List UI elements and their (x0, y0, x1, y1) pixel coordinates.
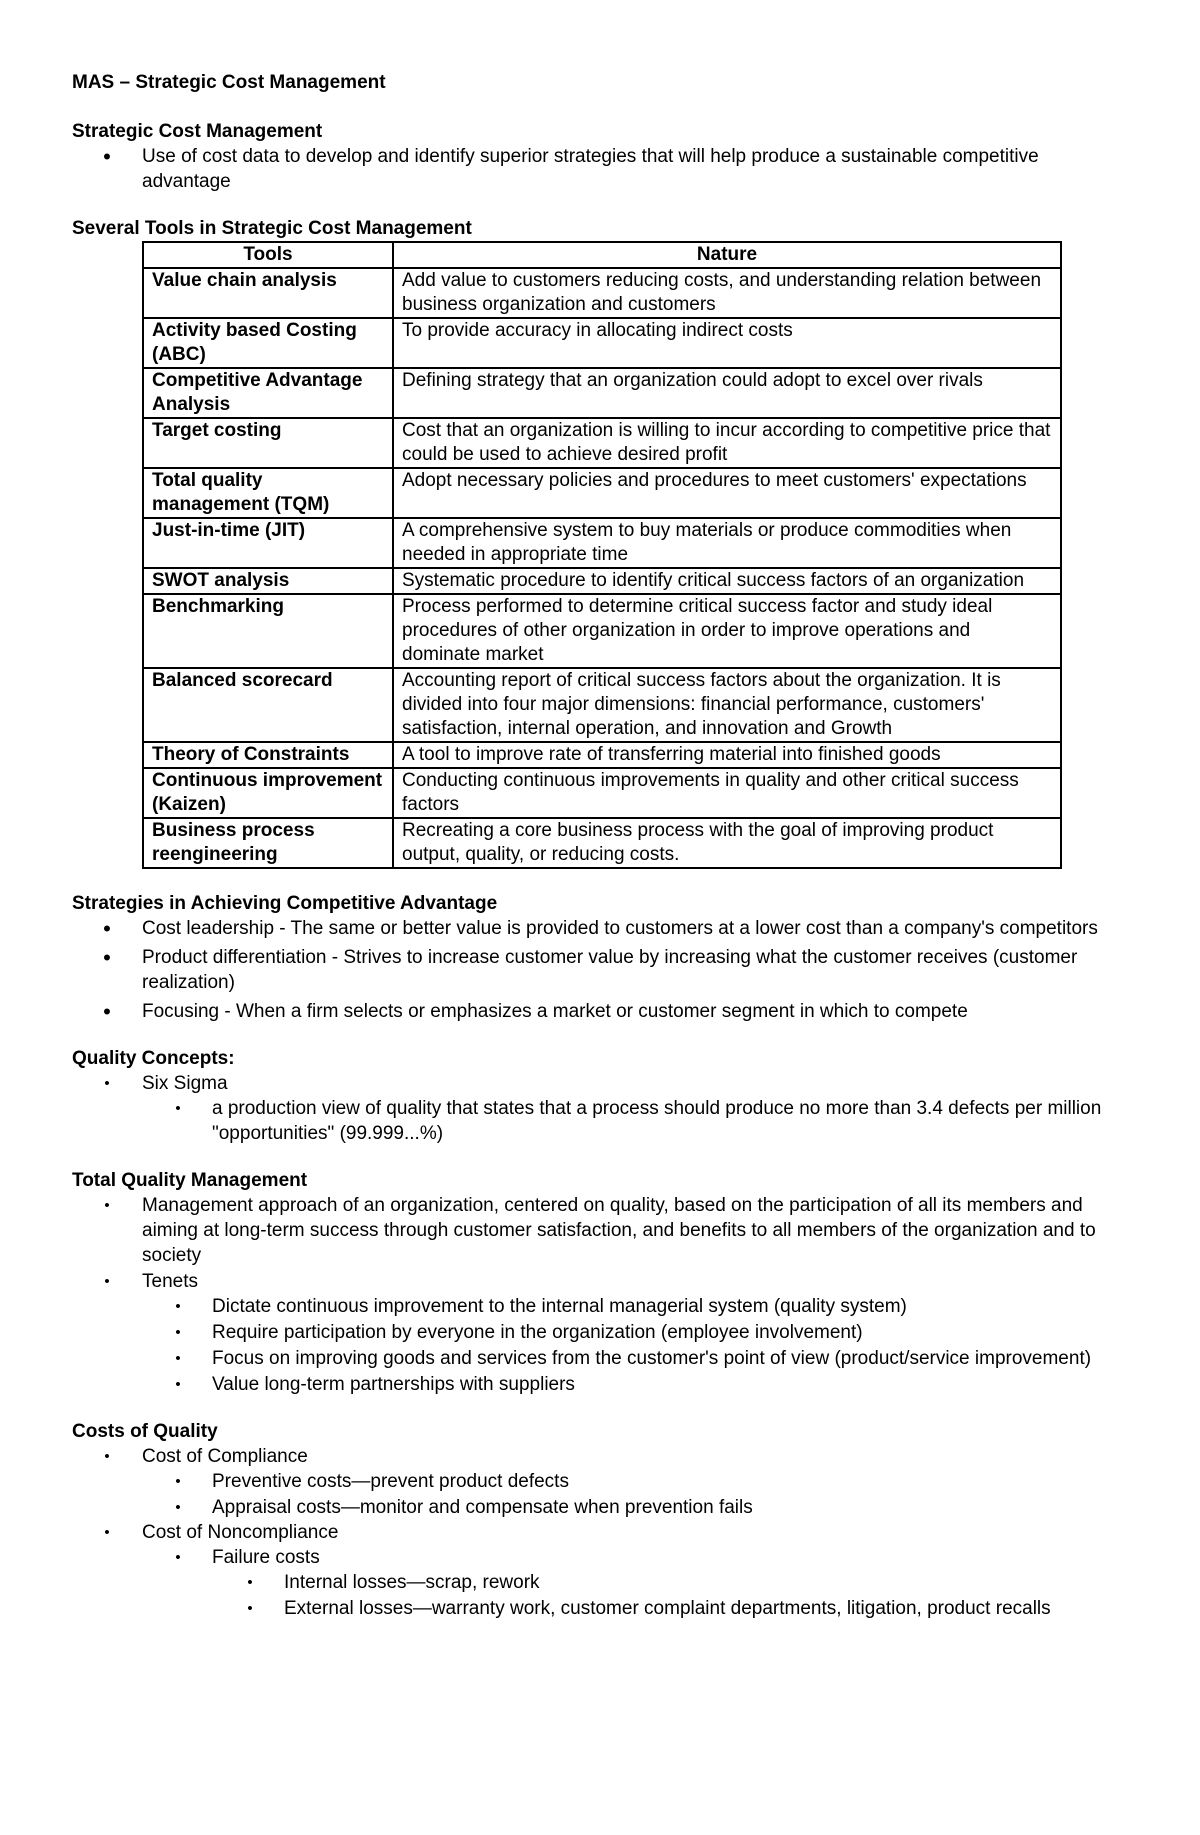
bullet-icon: • (175, 1499, 181, 1516)
list-item (72, 1570, 1132, 1595)
table-row (143, 568, 1061, 594)
tqm-tenets-list (72, 1294, 1132, 1397)
strategy-text: Cost leadership - The same or better value is provided to customers at a lower cost than a company's competitors (142, 918, 1098, 939)
bullet-icon: • (247, 1574, 253, 1591)
scm-item-text: Use of cost data to develop and identify superior strategies that will help produce a sustainable competitive advantage (142, 146, 1039, 192)
table-row (143, 468, 1061, 518)
tool-cell: Balanced scorecard (143, 668, 393, 742)
bullet-icon: • (175, 1376, 181, 1393)
bullet-icon: • (103, 144, 111, 169)
column-header-tools: Tools (143, 242, 393, 268)
costs-section (72, 1419, 1132, 1621)
list-item (72, 1545, 1132, 1570)
table-row (143, 318, 1061, 368)
list-item (72, 1294, 1132, 1319)
document-title: MAS – Strategic Cost Management (72, 72, 386, 93)
nature-cell: Accounting report of critical success factors about the organization. It is divided into four major dimensions: financial performance, customers' satisfaction, internal operation, and innovation and Growth (393, 668, 1061, 742)
bullet-icon: • (175, 1298, 181, 1315)
list-item (72, 1469, 1132, 1494)
costs-list-compliance (72, 1444, 1132, 1469)
tool-cell: Total quality management (TQM) (143, 468, 393, 518)
nature-cell: A comprehensive system to buy materials or produce commodities when needed in appropriate time (393, 518, 1061, 568)
noncompliance-label: Cost of Noncompliance (142, 1522, 339, 1543)
list-item (72, 1096, 1132, 1146)
nature-cell: Cost that an organization is willing to incur according to competitive price that could be used to achieve desired profit (393, 418, 1061, 468)
nature-cell: Systematic procedure to identify critical success factors of an organization (393, 568, 1061, 594)
tool-cell: Activity based Costing (ABC) (143, 318, 393, 368)
nature-cell: Conducting continuous improvements in quality and other critical success factors (393, 768, 1061, 818)
table-row (143, 668, 1061, 742)
bullet-icon: • (175, 1549, 181, 1566)
tool-cell: Value chain analysis (143, 268, 393, 318)
list-item (72, 1346, 1132, 1371)
list-item (72, 1520, 1132, 1545)
bullet-icon: • (175, 1473, 181, 1490)
document-content (72, 70, 1132, 1643)
tool-cell: Business process reengineering (143, 818, 393, 868)
tenet-text: Value long-term partnerships with suppliers (212, 1374, 575, 1395)
tool-cell: Continuous improvement (Kaizen) (143, 768, 393, 818)
failure-item-text: External losses—warranty work, customer complaint departments, litigation, product recalls (284, 1598, 1051, 1619)
costs-heading: Costs of Quality (72, 1421, 218, 1442)
list-item (72, 1372, 1132, 1397)
bullet-icon: • (175, 1324, 181, 1341)
tools-heading: Several Tools in Strategic Cost Management (72, 218, 472, 239)
bullet-icon: • (104, 1273, 110, 1290)
bullet-icon: • (104, 1075, 110, 1092)
scm-list (72, 144, 1132, 194)
compliance-sublist (72, 1469, 1132, 1520)
strategies-heading: Strategies in Achieving Competitive Advantage (72, 893, 498, 914)
bullet-icon: • (103, 945, 111, 970)
nature-cell: Defining strategy that an organization could adopt to excel over rivals (393, 368, 1061, 418)
bullet-icon: • (175, 1350, 181, 1367)
strategies-section (72, 891, 1132, 1024)
list-item (72, 916, 1132, 941)
nature-cell: Add value to customers reducing costs, and understanding relation between business organization and customers (393, 268, 1061, 318)
tqm-tenets-label: Tenets (142, 1271, 198, 1292)
scm-heading: Strategic Cost Management (72, 121, 323, 142)
compliance-item-text: Appraisal costs—monitor and compensate when prevention fails (212, 1497, 753, 1518)
quality-heading: Quality Concepts: (72, 1048, 235, 1069)
scm-section (72, 119, 1132, 194)
tenet-text: Require participation by everyone in the organization (employee involvement) (212, 1322, 863, 1343)
table-row (143, 418, 1061, 468)
tool-cell: Benchmarking (143, 594, 393, 668)
tool-cell: Just-in-time (JIT) (143, 518, 393, 568)
tool-cell: SWOT analysis (143, 568, 393, 594)
table-row (143, 818, 1061, 868)
tool-cell: Competitive Advantage Analysis (143, 368, 393, 418)
tools-section (72, 216, 1132, 869)
tenet-text: Focus on improving goods and services from the customer's point of view (product/service improvement) (212, 1348, 1092, 1369)
tqm-heading: Total Quality Management (72, 1170, 308, 1191)
list-item (72, 1320, 1132, 1345)
nature-cell: Recreating a core business process with the goal of improving product output, quality, or reducing costs. (393, 818, 1061, 868)
list-item (72, 1269, 1132, 1294)
costs-list-noncompliance (72, 1520, 1132, 1545)
table-row (143, 368, 1061, 418)
list-item (72, 144, 1132, 194)
column-header-nature: Nature (393, 242, 1061, 268)
tqm-definition: Management approach of an organization, centered on quality, based on the participation of all its members and aiming at long-term success through customer satisfaction, and benefits to all members of the organization and to society (142, 1195, 1096, 1266)
tenet-text: Dictate continuous improvement to the internal managerial system (quality system) (212, 1296, 907, 1317)
quality-section (72, 1046, 1132, 1146)
bullet-icon: • (104, 1448, 110, 1465)
table-header-row (143, 242, 1061, 268)
tools-table (142, 241, 1062, 869)
strategy-text: Focusing - When a firm selects or emphasizes a market or customer segment in which to compete (142, 1001, 968, 1022)
table-row (143, 594, 1061, 668)
compliance-label: Cost of Compliance (142, 1446, 308, 1467)
failure-costs-sublist (72, 1570, 1132, 1621)
list-item (72, 999, 1132, 1024)
nature-cell: Process performed to determine critical success factor and study ideal procedures of other organization in order to improve operations and dominate market (393, 594, 1061, 668)
bullet-icon: • (104, 1197, 110, 1214)
compliance-item-text: Preventive costs—prevent product defects (212, 1471, 569, 1492)
list-item (72, 1444, 1132, 1469)
quality-list (72, 1071, 1132, 1096)
nature-cell: A tool to improve rate of transferring material into finished goods (393, 742, 1061, 768)
list-item (72, 1596, 1132, 1621)
list-item (72, 945, 1132, 995)
bullet-icon: • (103, 916, 111, 941)
table-row (143, 742, 1061, 768)
bullet-icon: • (104, 1524, 110, 1541)
failure-item-text: Internal losses—scrap, rework (284, 1572, 540, 1593)
strategy-text: Product differentiation - Strives to increase customer value by increasing what the customer receives (customer realization) (142, 947, 1078, 993)
table-row (143, 268, 1061, 318)
strategies-list (72, 916, 1132, 1024)
table-row (143, 518, 1061, 568)
nature-cell: Adopt necessary policies and procedures to meet customers' expectations (393, 468, 1061, 518)
list-item (72, 1193, 1132, 1268)
bullet-icon: • (175, 1100, 181, 1117)
bullet-icon: • (247, 1600, 253, 1617)
noncompliance-sublist (72, 1545, 1132, 1570)
tqm-list (72, 1193, 1132, 1294)
tool-cell: Theory of Constraints (143, 742, 393, 768)
bullet-icon: • (103, 999, 111, 1024)
table-row (143, 768, 1061, 818)
list-item (72, 1071, 1132, 1096)
failure-costs-label: Failure costs (212, 1547, 320, 1568)
nature-cell: To provide accuracy in allocating indirect costs (393, 318, 1061, 368)
list-item (72, 1495, 1132, 1520)
quality-item-text: Six Sigma (142, 1073, 228, 1094)
tqm-section (72, 1168, 1132, 1397)
tool-cell: Target costing (143, 418, 393, 468)
quality-sublist (72, 1096, 1132, 1146)
quality-subitem-text: a production view of quality that states that a process should produce no more than 3.4 defects per million "opportunities" (99.999...%) (212, 1098, 1102, 1144)
